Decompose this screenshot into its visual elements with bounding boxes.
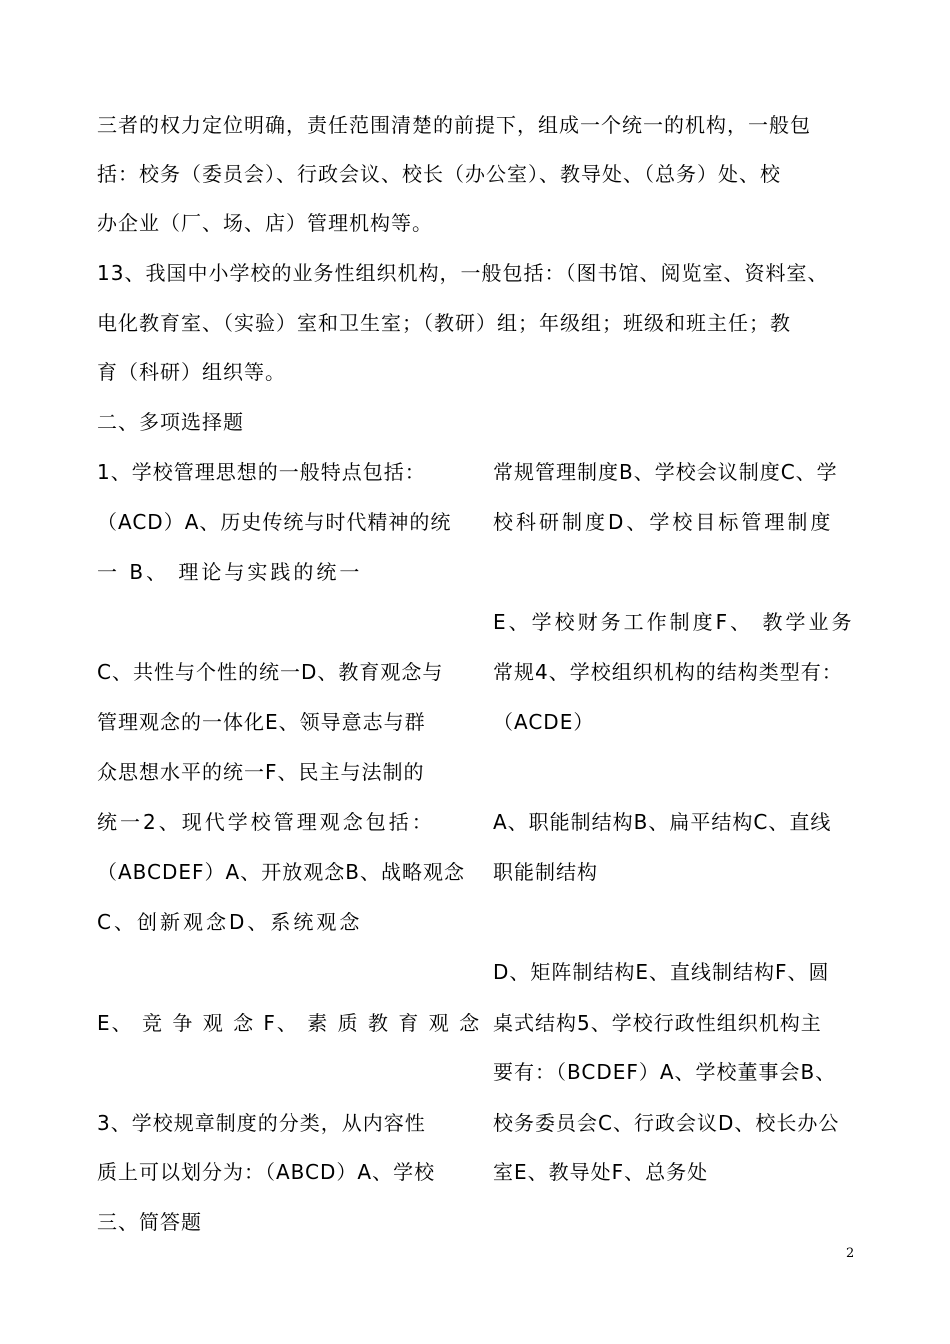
left-column-line: （ACD）A、历史传统与时代精神的统 [97, 510, 452, 534]
right-column-line: E、学校财务工作制度F、 教学业务 [493, 610, 855, 634]
right-column-line: 职能制结构 [493, 860, 598, 884]
paragraph-line: 电化教育室、（实验）室和卫生室；（教研）组；年级组；班级和班主任；教 [97, 311, 791, 335]
left-column-line: 统一2、现代学校管理观念包括： [97, 810, 435, 834]
left-column-line: 管理观念的一体化E、领导意志与群 [97, 710, 426, 734]
right-column-line: D、矩阵制结构E、直线制结构F、圆 [493, 960, 830, 984]
paragraph-line: 三者的权力定位明确，责任范围清楚的前提下，组成一个统一的机构，一般包 [97, 113, 811, 137]
paragraph-line: 13、我国中小学校的业务性组织机构，一般包括：（图书馆、阅览室、资料室、 [97, 261, 829, 285]
right-column-line: 常规4、学校组织机构的结构类型有： [493, 660, 843, 684]
page-number: 2 [846, 1246, 855, 1261]
left-column-line: （ABCDEF）A、开放观念B、战略观念 [97, 860, 465, 884]
paragraph-line: 括：校务（委员会）、行政会议、校长（办公室）、教导处、（总务）处、校 [97, 162, 781, 186]
left-column-line: C、共性与个性的统一D、教育观念与 [97, 660, 444, 684]
left-column-line: 质上可以划分为：（ABCD）A、学校 [97, 1160, 436, 1184]
left-column-line: 3、学校规章制度的分类，从内容性 [97, 1111, 426, 1135]
section-heading-short-answer: 三、简答题 [97, 1210, 202, 1234]
paragraph-line: 育（科研）组织等。 [97, 360, 286, 384]
right-column-line: A、职能制结构B、扁平结构C、直线 [493, 810, 832, 834]
left-column-line: 一 B、 理论与实践的统一 [97, 560, 363, 584]
left-column-line: C、创新观念D、系统观念 [97, 910, 363, 934]
right-column-line: 室E、教导处F、总务处 [493, 1160, 709, 1184]
right-column-line: 校务委员会C、行政会议D、校长办公 [493, 1111, 840, 1135]
left-column-line: E、 竞 争 观 念 F、 素 质 教 育 观 念 [97, 1011, 482, 1035]
paragraph-line: 办企业（厂、场、店）管理机构等。 [97, 211, 433, 235]
section-heading-multiple-choice: 二、多项选择题 [97, 410, 244, 434]
right-column-line: 校科研制度D、学校目标管理制度 [493, 510, 834, 534]
right-column-line: （ACDE） [493, 710, 595, 734]
right-column-line: 要有：（BCDEF）A、学校董事会B、 [493, 1060, 837, 1084]
right-column-line: 常规管理制度B、学校会议制度C、学 [493, 460, 838, 484]
left-column-line: 1、学校管理思想的一般特点包括： [97, 460, 426, 484]
left-column-line: 众思想水平的统一F、民主与法制的 [97, 760, 425, 784]
right-column-line: 桌式结构5、学校行政性组织机构主 [493, 1011, 822, 1035]
